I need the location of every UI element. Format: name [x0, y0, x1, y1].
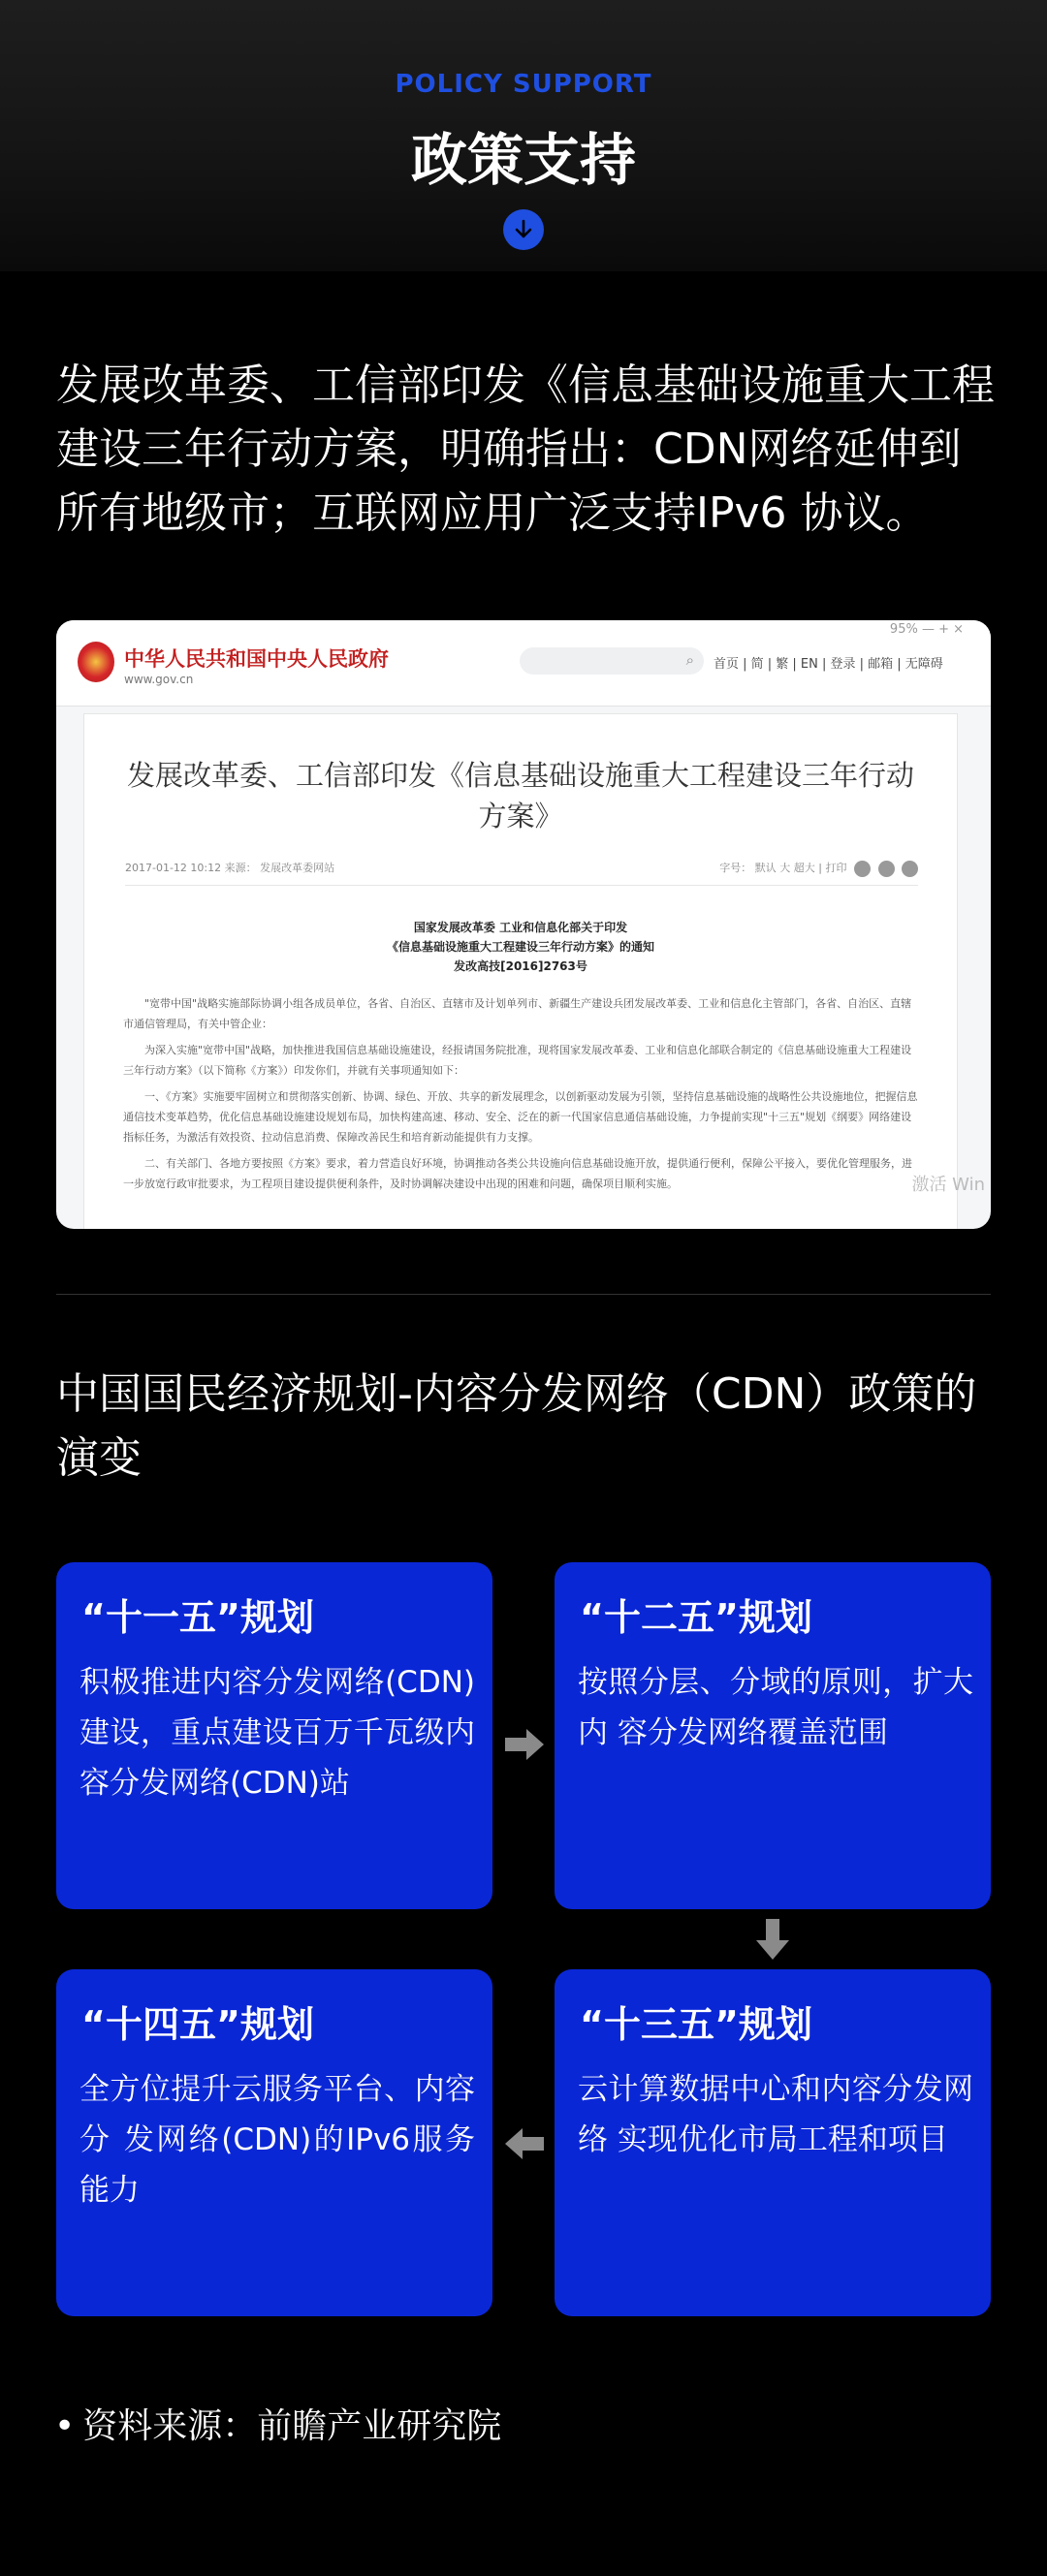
plan-card-title: “十一五”规划: [81, 1596, 314, 1639]
notice-heading: [123, 918, 918, 976]
source-text: 资料来源：前瞻产业研究院: [82, 2406, 502, 2446]
gov-site-header: [56, 620, 991, 707]
document-date-source: 2017-01-12 10:12 来源： 发展改革委网站: [125, 862, 335, 874]
policy-document-screenshot: [56, 620, 991, 1229]
notice-paragraph: 二、有关部门、各地方要按照《方案》要求，着力营造良好环境，协调推动各类公共设施向信息基础设施开放，提供通行便利，保障公平接入，要优化管理服务，进一步放宽行政审批要求，为工程项目建设提供便利条件，及时协调解决建设中出现的困难和问题，确保项目顺利实施。: [123, 1157, 912, 1190]
window-controls: 95% — + ×: [889, 622, 964, 637]
notice-paragraph: "宽带中国"战略实施部际协调小组各成员单位，各省、自治区、直辖市及计划单列市、新疆生产建设兵团发展改革委、工业和信息化主管部门，各省、自治区、直辖市通信管理局，有关中管企业：: [123, 997, 912, 1030]
arrow-down-circle-icon[interactable]: [503, 209, 544, 250]
notice-paragraph: 为深入实施"宽带中国"战略，加快推进我国信息基础设施建设，经报请国务院批准，现将国家发展改革委、工业和信息化部联合制定的《信息基础设施重大工程建设三年行动方案》（以下简称《方案》）印发你们，并就有关事项通知如下：: [123, 1044, 912, 1077]
document-meta: [125, 860, 918, 886]
plan-card-title: “十四五”规划: [81, 2003, 314, 2046]
site-search-input[interactable]: [520, 647, 704, 675]
header-band: [0, 0, 1047, 271]
intro-paragraph: 发展改革委、工信部印发《信息基础设施重大工程建设三年行动方案，明确指出：CDN网络延伸到所有地级市；互联网应用广泛支持IPv6 协议。: [56, 361, 995, 538]
plan-card-title: “十二五”规划: [580, 1596, 812, 1639]
activation-watermark: 激活 Win: [911, 1175, 985, 1195]
document-paper: [83, 713, 958, 1229]
bullet-icon: •: [54, 2406, 76, 2446]
plan-card-11th: [56, 1562, 492, 1909]
section-eyebrow: POLICY SUPPORT: [395, 70, 652, 99]
notice-heading-line1: 国家发展改革委 工业和信息化部关于印发: [413, 921, 628, 934]
notice-heading-line3: 发改高技[2016]2763号: [454, 959, 587, 973]
document-tools: [719, 860, 918, 877]
notice-body: [123, 993, 918, 1200]
site-url: www.gov.cn: [124, 673, 194, 686]
plan-card-body: 积极推进内容分发网络(CDN)建设，重点建设百万千瓦级内容分发网络(CDN)站: [79, 1665, 475, 1801]
favorite-icon[interactable]: [902, 861, 918, 877]
plan-card-title: “十三五”规划: [580, 2003, 812, 2046]
page-title: 政策支持: [410, 127, 636, 193]
arrow-right-icon: [503, 1725, 546, 1764]
weibo-share-icon[interactable]: [854, 861, 871, 877]
site-name: 中华人民共和国中央人民政府: [124, 647, 389, 671]
site-nav-links[interactable]: 首页 | 简 | 繁 | EN | 登录 | 邮箱 | 无障碍: [714, 657, 943, 672]
plan-card-14th: [56, 1969, 492, 2316]
plan-card-body: 全方位提升云服务平台、内容分 发网络(CDN)的IPv6服务能力: [79, 2072, 475, 2208]
wechat-share-icon[interactable]: [878, 861, 895, 877]
document-title: 发展改革委、工信部印发《信息基础设施重大工程建设三年行动方案》: [126, 759, 914, 832]
plan-card-body: 云计算数据中心和内容分发网络 实现优化市局工程和项目: [578, 2072, 973, 2157]
source-note: [54, 2399, 501, 2448]
plan-card-body: 按照分层、分域的原则，扩大内 容分发网络覆盖范围: [578, 1665, 973, 1750]
arrow-left-icon: [503, 2124, 546, 2163]
section-divider: [56, 1294, 991, 1295]
notice-heading-line2: 《信息基础设施重大工程建设三年行动方案》的通知: [386, 940, 654, 954]
arrow-down-icon: [753, 1917, 792, 1962]
plan-card-12th: [555, 1562, 991, 1909]
search-icon: ⌕: [685, 651, 694, 669]
plan-card-13th: [555, 1969, 991, 2316]
national-emblem-icon: [78, 642, 114, 682]
notice-paragraph: 一、《方案》实施要牢固树立和贯彻落实创新、协调、绿色、开放、共享的新发展理念，以创新驱动发展为引领，坚持信息基础设施的战略性公共设施地位，把握信息通信技术变革趋势，优化信息基础设施建设规划布局，加快构建高速、移动、安全、泛在的新一代国家信息通信基础设施，力争提前实现"十三五"规划《纲要》网络建设指标任务，为激活有效投资、拉动信息消费、保障改善民生和培育新动能提供有力支撑。: [123, 1090, 918, 1144]
section-title: 中国国民经济规划-内容分发网络（CDN）政策的演变: [56, 1369, 977, 1483]
font-size-options[interactable]: 字号： 默认 大 超大 | 打印: [719, 862, 847, 874]
